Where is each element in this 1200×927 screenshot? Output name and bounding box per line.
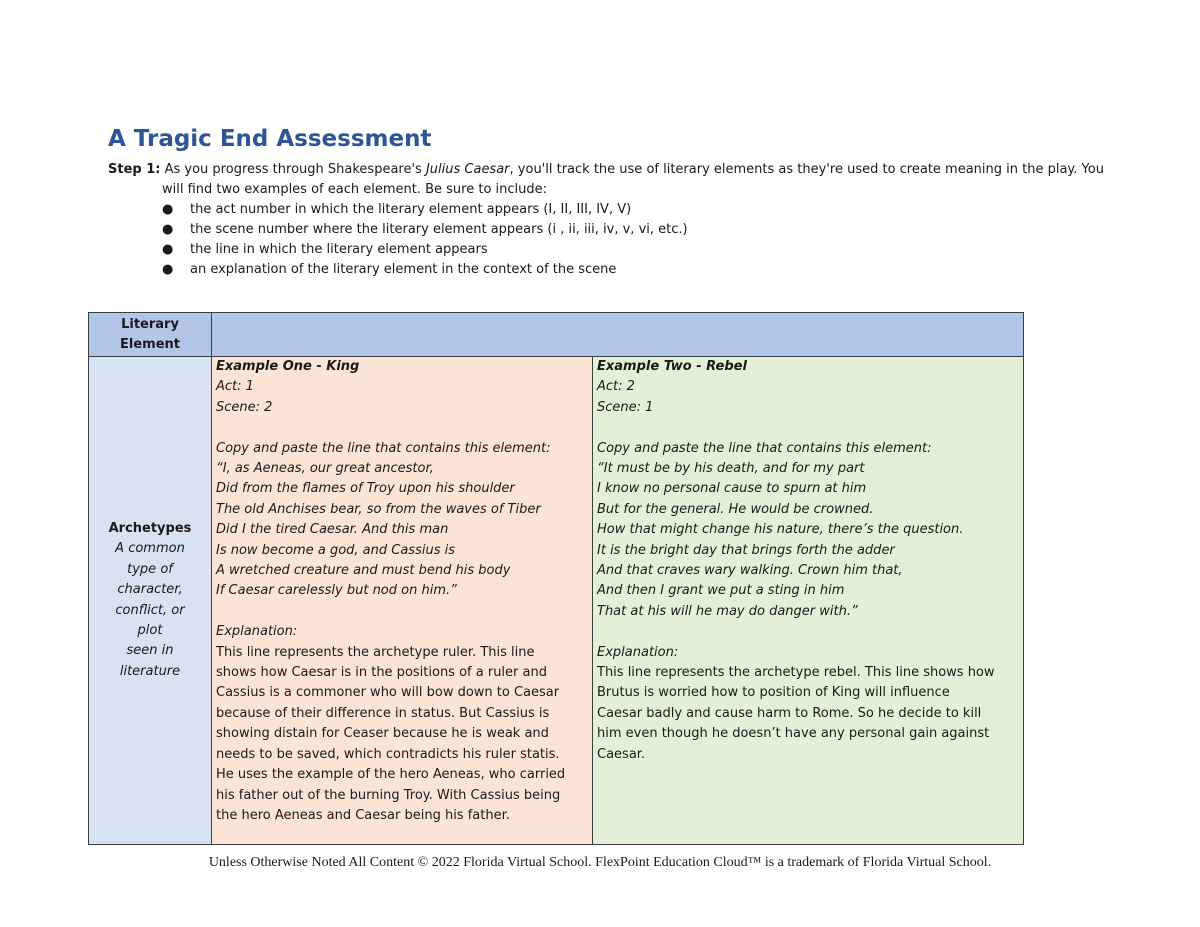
example-two-title: Example Two - Rebel: [597, 359, 747, 374]
list-item: ● an explanation of the literary element in the context of the scene: [162, 260, 1098, 280]
bullet-icon: ●: [162, 202, 174, 217]
step-instructions: [108, 160, 1104, 280]
element-name: Archetypes: [108, 520, 192, 536]
list-item: ● the scene number where the literary element appears (i , ii, iii, iv, v, vi, etc.): [162, 220, 1098, 240]
header-blank-cell: [212, 313, 1024, 357]
list-item: ● the act number in which the literary element appears (I, II, III, IV, V): [162, 200, 1098, 220]
bullet-icon: ●: [162, 262, 174, 277]
example-one-copy-prompt: Copy and paste the line that contains this element:: [216, 440, 551, 456]
bullet-icon: ●: [162, 222, 174, 237]
header-literary-element: Literary Element: [89, 313, 212, 357]
requirements-list: [108, 200, 1098, 280]
step-label: Step 1:: [108, 162, 161, 177]
literary-elements-table: [88, 312, 1024, 845]
example-two-quote: “It must be by his death, and for my part I know no personal cause to spurn at him But for the general. He would be crowned. How that might change his nature, there’s the question. It is the bright day that brings forth the adder And that craves wary walking. Crown him that, And then I grant we put a sting in him That at his will he may do danger with.”: [597, 461, 964, 619]
example-one-quote: “I, as Aeneas, our great ancestor, Did from the flames of Troy upon his shoulder The old Anchises bear, so from the waves of Tiber Did I the tired Caesar. And this man Is now become a god, and Cassius is A wretched creature and must bend his body If Caesar carelessly but nod on him.”: [216, 461, 541, 599]
example-two-act: Act: 2: [597, 379, 635, 395]
step-text-after: , you'll track the use of literary elements as they're used to create meaning in the play. You: [509, 162, 1104, 177]
list-item: ● the line in which the literary element appears: [162, 240, 1098, 260]
example-two-explanation: This line represents the archetype rebel. This line shows how Brutus is worried how to position of King will influence Caesar badly and cause harm to Rome. So he decide to kill him even though he doesn’t have any personal gain against Caesar.: [597, 665, 995, 762]
example-one-act: Act: 1: [216, 379, 254, 395]
example-one-scene: Scene: 2: [216, 399, 273, 415]
element-description: A common type of character, conflict, or plot seen in literature: [115, 541, 185, 679]
example-two-explanation-label: Explanation:: [597, 644, 679, 660]
table-row: [89, 357, 1024, 845]
copyright-footer: Unless Otherwise Noted All Content © 2022 Florida Virtual School. FlexPoint Education Cloud™ is a trademark of Florida Virtual School.: [208, 855, 992, 870]
example-one-title: Example One - King: [216, 359, 360, 374]
example-two-cell[interactable]: [593, 357, 1024, 845]
bullet-icon: ●: [162, 242, 174, 257]
example-one-explanation-label: Explanation:: [216, 624, 298, 640]
example-two-copy-prompt: Copy and paste the line that contains this element:: [597, 440, 932, 456]
page-title: A Tragic End Assessment: [108, 126, 432, 152]
step-line-2: will find two examples of each element. Be sure to include:: [162, 182, 548, 197]
example-two-scene: Scene: 1: [597, 399, 654, 415]
step-text-before: As you progress through Shakespeare's: [160, 162, 426, 177]
step-line-1: [108, 160, 1104, 180]
element-cell: [89, 357, 212, 845]
table-header-row: [89, 313, 1024, 357]
example-one-explanation: This line represents the archetype ruler. This line shows how Caesar is in the positions of a ruler and Cassius is a commoner who will bow down to Caesar because of their difference in status. But Cassius is showing distain for Ceaser because he is weak and needs to be saved, which contradicts his ruler statis. He uses the example of the hero Aeneas, who carried his father out of the burning Troy. With Cassius being the hero Aeneas and Caesar being his father.: [216, 644, 566, 823]
example-one-cell[interactable]: [212, 357, 593, 845]
play-title: Julius Caesar: [425, 162, 510, 177]
